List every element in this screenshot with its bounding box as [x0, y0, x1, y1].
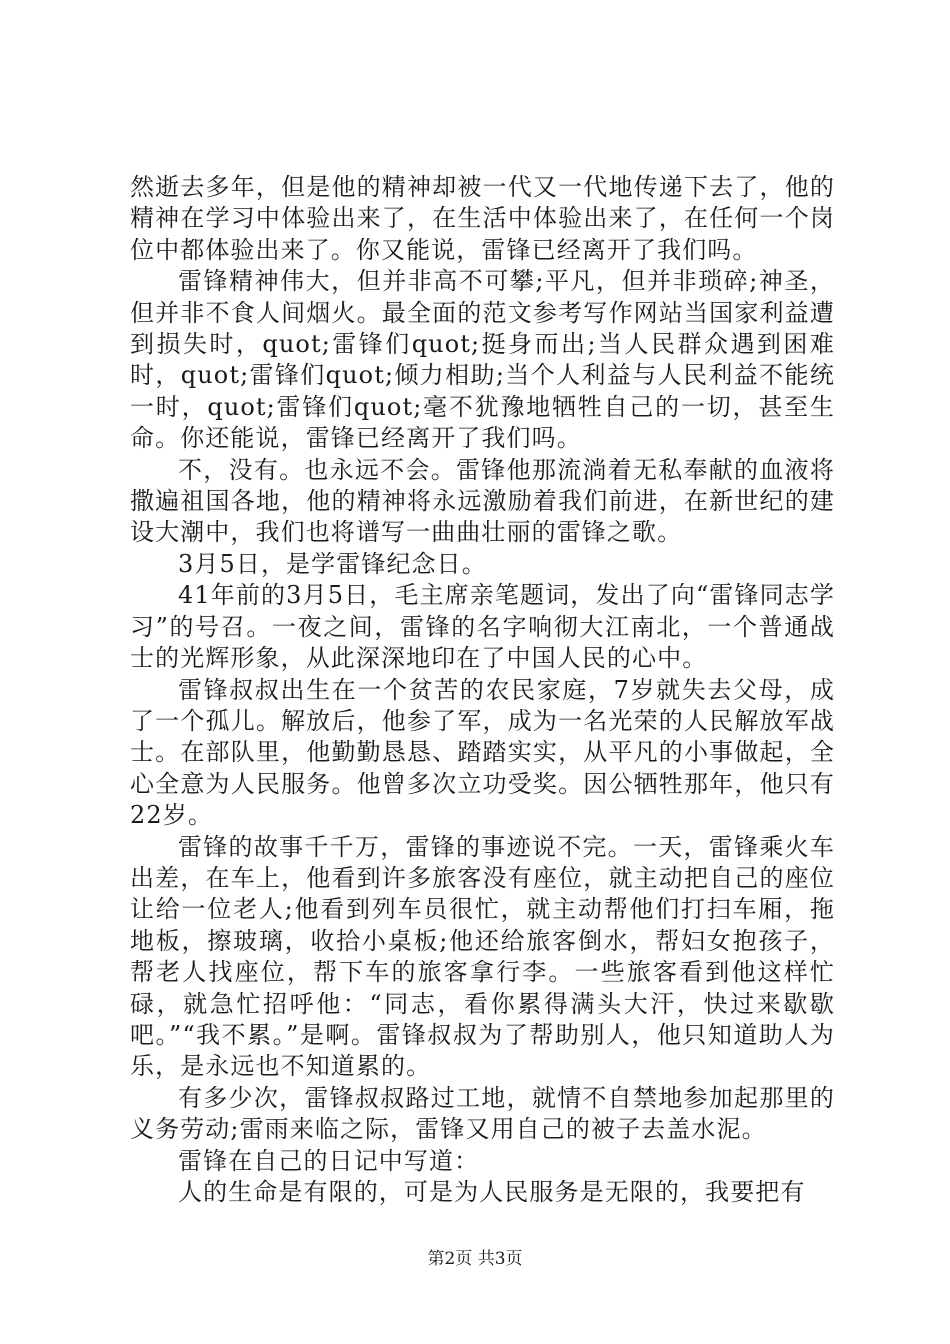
- paragraph: 然逝去多年，但是他的精神却被一代又一代地传递下去了，他的精神在学习中体验出来了，在生活中体验出来了，在任何一个岗位中都体验出来了。你又能说，雷锋已经离开了我们吗。: [130, 173, 835, 264]
- paragraph: 不，没有。也永远不会。雷锋他那流淌着无私奉献的血液将撒遍祖国各地，他的精神将永远激励着我们前进，在新世纪的建设大潮中，我们也将谱写一曲曲壮丽的雷锋之歌。: [130, 455, 835, 547]
- paragraph: 41年前的3月5日，毛主席亲笔题词，发出了向“雷锋同志学习”的号召。一夜之间，雷锋的名字响彻大江南北，一个普通战士的光辉形象，从此深深地印在了中国人民的心中。: [130, 581, 835, 673]
- paragraph: 3月5日，是学雷锋纪念日。: [178, 549, 487, 578]
- paragraph: 雷锋叔叔出生在一个贫苦的农民家庭，7岁就失去父母，成了一个孤儿。解放后，他参了军，成为一名光荣的人民解放军战士。在部队里，他勤勤恳恳、踏踏实实，从平凡的小事做起，全心全意为人民服务。他曾多次立功受奖。因公牺牲那年，他只有22岁。: [130, 675, 835, 830]
- paragraph: 雷锋精神伟大，但并非高不可攀;平凡，但并非琐碎;神圣，但并非不食人间烟火。最全面的范文参考写作网站当国家利益遭到损失时，quot;雷锋们quot;挺身而出;当人民群众遇到困难时，quot;雷锋们quot;倾力相助;当个人利益与人民利益不能统一时，quot;雷锋们quot;毫不犹豫地牺牲自己的一切，甚至生命。你还能说，雷锋已经离开了我们吗。: [130, 267, 835, 453]
- page-number-footer: 第2页 共3页: [427, 1249, 523, 1269]
- document-body: [130, 172, 835, 1208]
- paragraph: 雷锋的故事千千万，雷锋的事迹说不完。一天，雷锋乘火车出差，在车上，他看到许多旅客没有座位，就主动把自己的座位让给一位老人;他看到列车员很忙，就主动帮他们打扫车厢，拖地板，擦玻璃，收拾小桌板;他还给旅客倒水，帮妇女抱孩子，帮老人找座位，帮下车的旅客拿行李。一些旅客看到他这样忙碌，就急忙招呼他：“同志，看你累得满头大汗，快过来歇歇吧。”“我不累。”是啊。雷锋叔叔为了帮助别人，他只知道助人为乐，是永远也不知道累的。: [130, 832, 835, 1081]
- paragraph: 雷锋在自己的日记中写道：: [178, 1146, 480, 1175]
- paragraph: 人的生命是有限的，可是为人民服务是无限的，我要把有: [178, 1178, 806, 1206]
- paragraph: 有多少次，雷锋叔叔路过工地，就情不自禁地参加起那里的义务劳动;雷雨来临之际，雷锋又用自己的被子去盖水泥。: [130, 1083, 835, 1144]
